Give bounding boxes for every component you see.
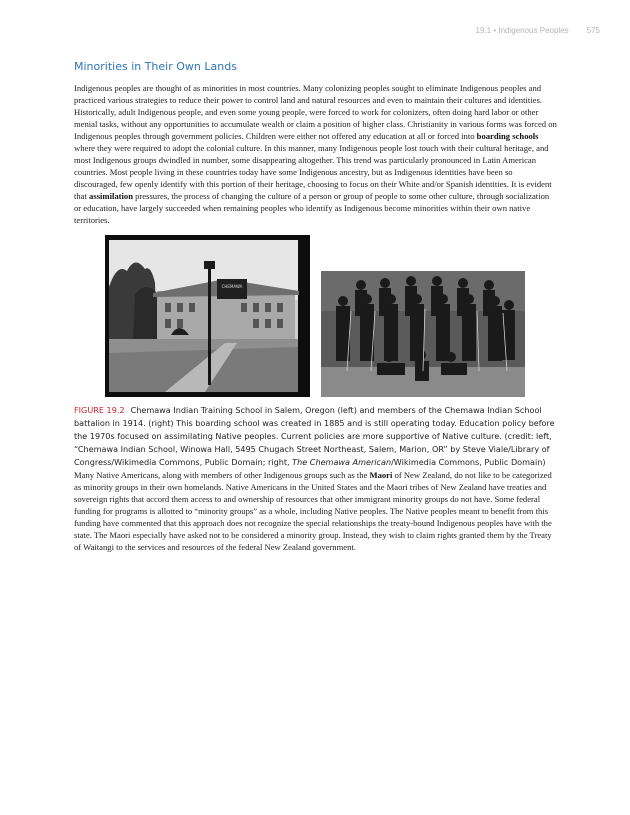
caption-italic-title: The Chemawa American — [292, 457, 392, 467]
paragraph-text: Indigenous peoples are thought of as minorities in most countries. Many colonizing peoples sought to eliminate Indigenous peoples and practiced various strategies to reduce their power to control land and natural resources and even to maintain their cultures and identities. Historically, adult Indigenous people, and even some young people, were forced to work for colonizers, often doing hard labor or other menial tasks, without any opportunities to accumulate wealth or claim a position of higher class. Christianity in various forms was forced on Indigenous peoples through government policies. Children were either not offered any education at all or forced into — [74, 83, 557, 141]
caption-text: Chemawa Indian Training School in Salem, Oregon (left) and members of the Chemawa Indian School battalion in 1914. (right) This boarding school was created in 1885 and is still operating today. Education policy before the 1970s focused on assimilating Native peoples. Current policies are more supportive of Native culture. (credit: left, “Chemawa Indian School, Winowa Hall, 5495 Chugach Street Northeast, Salem, Marion, OR” by Steve Viale/Library of Congress/Wikimedia Commons, Public Domain; right, — [74, 405, 555, 467]
section-title: Minorities in Their Own Lands — [74, 60, 237, 73]
caption-text: /Wikimedia Commons, Public Domain) — [391, 457, 546, 467]
paragraph-text: Many Native Americans, along with members of other Indigenous groups such as the — [74, 470, 370, 480]
running-header — [476, 26, 600, 35]
key-term-boarding-schools: boarding schools — [476, 131, 539, 141]
paragraph-text: pressures, the process of changing the culture of a person or group of people to some other culture, through socialization or education, have largely succeeded when remaining peoples who identify as Indigenous become minorities within their own native territories. — [74, 191, 550, 225]
page-content — [74, 60, 558, 553]
chemawa-battalion-photo — [321, 271, 525, 397]
key-term-maori: Maori — [369, 470, 393, 480]
chemawa-school-photo — [105, 235, 310, 397]
page-number: 575 — [586, 26, 600, 35]
paragraph-maori — [74, 469, 558, 553]
paragraph-text: where they were required to adopt the colonial culture. In this manner, many Indigenous people lost touch with their cultural heritage, and most Indigenous groups dwindled in number, some disappearing altogether. This trend was particularly pronounced in Latin American countries. Most people living in these countries today have some Indigenous ancestry, but as Indigenous identities have been so discouraged, few openly identify with this portion of their heritage, choosing to focus on their White and/or Spanish identities. It is evident that — [74, 143, 552, 201]
figure-label: FIGURE 19.2 — [74, 405, 125, 415]
paragraph-assimilation — [74, 82, 558, 226]
key-term-assimilation: assimilation — [89, 191, 133, 201]
paragraph-text: of New Zealand, do not like to be categorized as minority groups in their own homelands. Native Americans in the United States and the Maori tribes of New Zealand have treaties and sovereign rights that accord them access to and ownership of resources that other immigrant minority groups do not have. Some federal funding for programs is allotted to “minority groups” as a whole, including Native peoples. The Native peoples meant to benefit from this funding have commented that this approach does not recognize the special relationships the treaty-bound Indigenous peoples have with the state. The Maori especially have asked not to be considered a minority group. Instead, they wish to claim rights granted them by the Treaty of Waitangi to the services and resources of the federal New Zealand government. — [74, 470, 552, 552]
running-header-section: 19.1 • Indigenous Peoples — [475, 26, 569, 35]
figure-caption — [74, 404, 558, 469]
sign-text: CHEMAWA — [221, 284, 243, 289]
figure-19-2-images — [74, 233, 558, 398]
